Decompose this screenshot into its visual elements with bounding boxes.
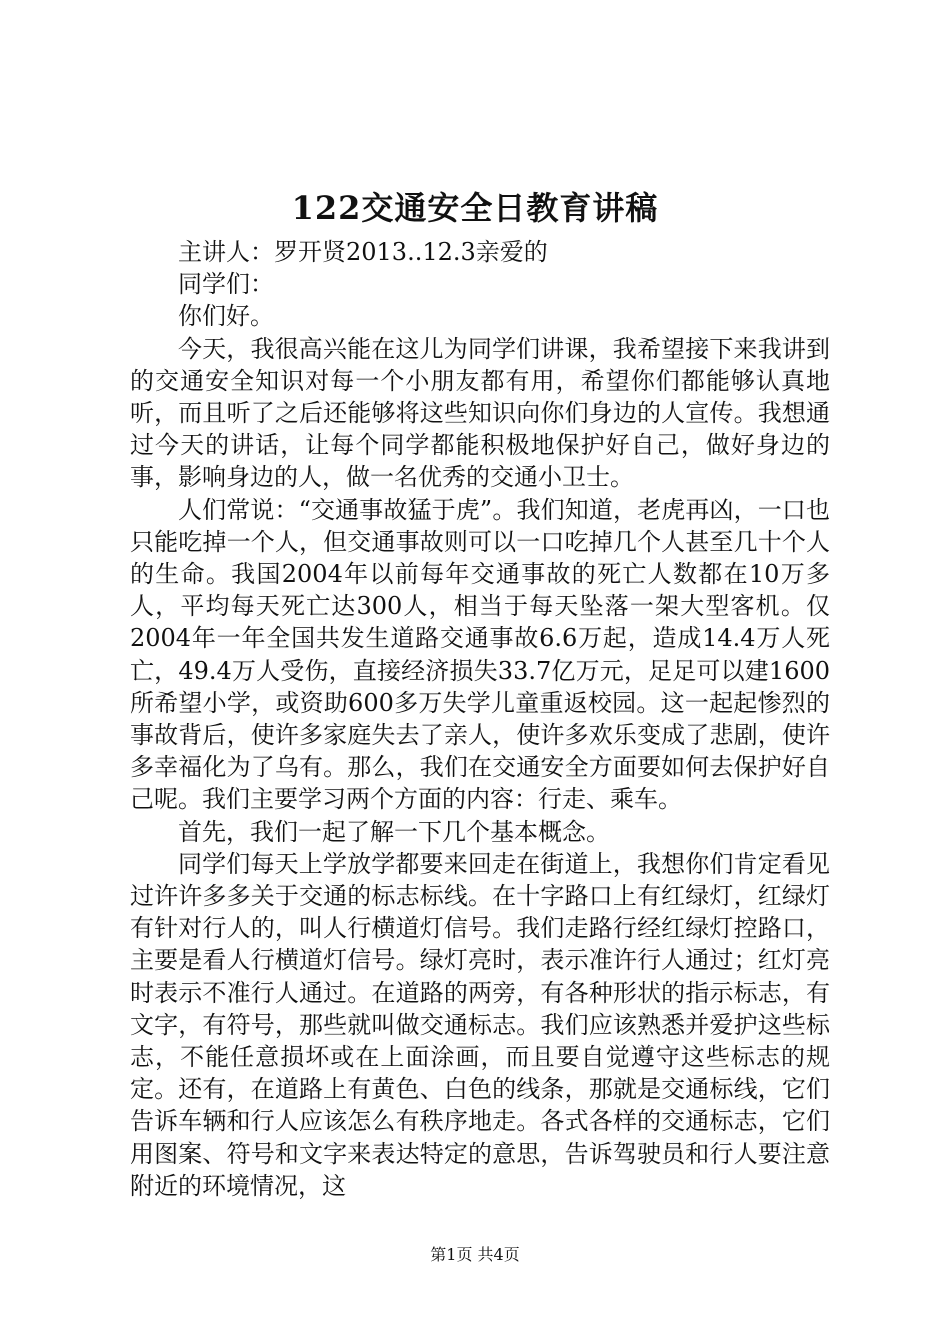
paragraph-hello: 你们好。: [178, 302, 274, 331]
paragraph-speaker: 主讲人：罗开贤2013..12.3亲爱的: [178, 238, 548, 266]
page-footer: 第1页 共4页: [430, 1245, 520, 1264]
paragraph-concepts: 首先，我们一起了解一下几个基本概念。: [178, 817, 610, 846]
paragraph-statistics: 人们常说：“交通事故猛于虎”。我们知道，老虎再凶，一口也只能吃掉一个人，但交通事故则可以一口吃掉几个人甚至几十个人的生命。我国2004年以前每年交通事故的死亡人数都在10万多人，平均每天死亡达300人，相当于每天坠落一架大型客机。仅2004年一年全国共发生道路交通事故6.6万起，造成14.4万人死亡，49.4万人受伤，直接经济损失33.7亿万元，足足可以建1600所希望小学，或资助600多万失学儿童重返校园。这一起起惨烈的事故背后，使许多家庭失去了亲人，使许多欢乐变成了悲剧，使许多幸福化为了乌有。那么，我们在交通安全方面要如何去保护好自己呢。我们主要学习两个方面的内容：行走、乘车。: [130, 495, 830, 814]
paragraph-traffic-signs: 同学们每天上学放学都要来回走在街道上，我想你们肯定看见过许许多多关于交通的标志标线。在十字路口上有红绿灯，红绿灯有针对行人的，叫人行横道灯信号。我们走路行经红绿灯控路口，主要是看人行横道灯信号。绿灯亮时，表示准许行人通过；红灯亮时表示不准行人通过。在道路的两旁，有各种形状的指示标志，有文字，有符号，那些就叫做交通标志。我们应该熟悉并爱护这些标志，不能任意损坏或在上面涂画，而且要自觉遵守这些标志的规定。还有，在道路上有黄色、白色的线条，那就是交通标线，它们告诉车辆和行人应该怎么有秩序地走。各式各样的交通标志，它们用图案、符号和文字来表达特定的意思，告诉驾驶员和行人要注意附近的环境情况，这: [130, 849, 830, 1200]
paragraph-greeting: 同学们：: [178, 270, 274, 299]
document-title: 122交通安全日教育讲稿: [291, 189, 659, 227]
document-body: [130, 236, 830, 1202]
paragraph-intro: 今天，我很高兴能在这儿为同学们讲课，我希望接下来我讲到的交通安全知识对每一个小朋友都有用，希望你们都能够认真地听，而且听了之后还能够将这些知识向你们身边的人宣传。我想通过今天的讲话，让每个同学都能积极地保护好自己，做好身边的事，影响身边的人，做一名优秀的交通小卫士。: [130, 334, 830, 492]
